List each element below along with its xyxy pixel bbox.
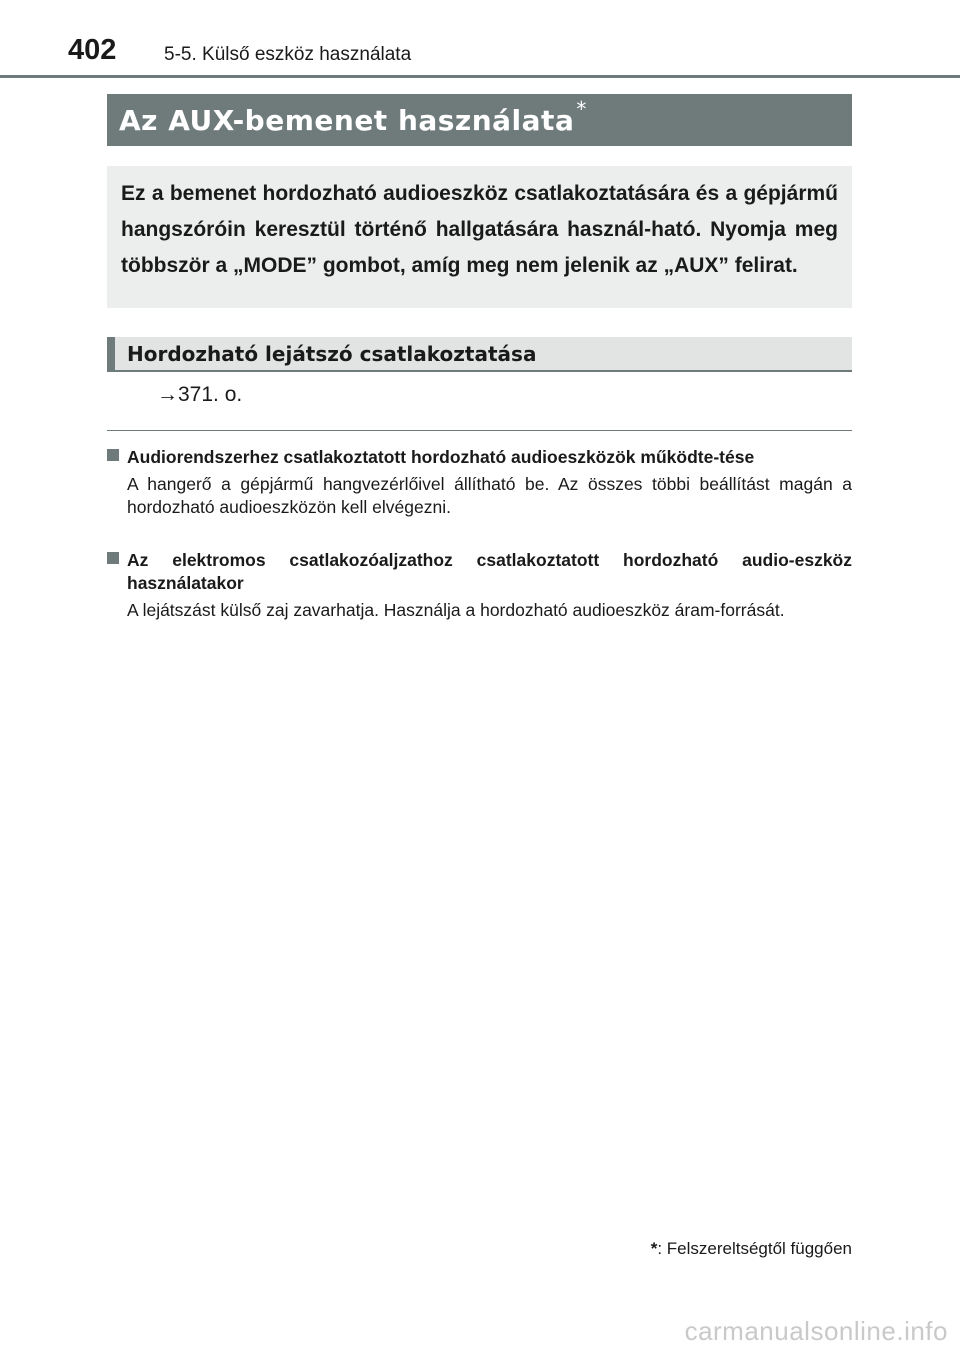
page-reference-link[interactable]: →371. o. xyxy=(157,383,243,406)
intro-box xyxy=(107,166,852,308)
section-breadcrumb: 5-5. Külső eszköz használata xyxy=(164,44,412,65)
page-title: Az AUX-bemenet használata xyxy=(119,103,575,137)
asterisk-icon: * xyxy=(650,1239,658,1258)
square-bullet-icon xyxy=(107,552,119,564)
asterisk-icon: * xyxy=(576,97,587,121)
footnote xyxy=(651,1239,852,1259)
note-heading: Audiorendszerhez csatlakoztatott hordozható audioeszközök működte-tése xyxy=(127,447,755,467)
page-title-bar xyxy=(107,94,852,146)
note-body: A hangerő a gépjármű hangvezérlőivel állítható be. Az összes többi beállítást magán a hordozható audioeszközön kell elvégezni. xyxy=(127,474,852,517)
square-bullet-icon xyxy=(107,449,119,461)
note-body: A lejátszást külső zaj zavarhatja. Használja a hordozható audioeszköz áram-forrását. xyxy=(127,600,785,620)
note-heading: Az elektromos csatlakozóaljzathoz csatlakoztatott hordozható audio-eszköz használatakor xyxy=(127,550,852,593)
watermark: carmanualsonline.info xyxy=(684,1316,948,1346)
header-divider xyxy=(0,75,960,78)
subsection-heading xyxy=(107,337,852,372)
section-divider xyxy=(107,430,852,431)
intro-text: Ez a bemenet hordozható audioeszköz csatlakoztatására és a gépjármű hangszóróin keresztül történő hallgatására használ-ható. Nyomja meg többször a „MODE” gombot, amíg meg nem jelenik az „AUX” felirat. xyxy=(121,182,838,277)
subsection-heading-text: Hordozható lejátszó csatlakoztatása xyxy=(127,341,537,366)
note-item xyxy=(107,446,852,519)
footnote-text: : Felszereltségtől függően xyxy=(657,1239,852,1258)
note-item xyxy=(107,549,852,622)
page-number: 402 xyxy=(68,34,117,66)
